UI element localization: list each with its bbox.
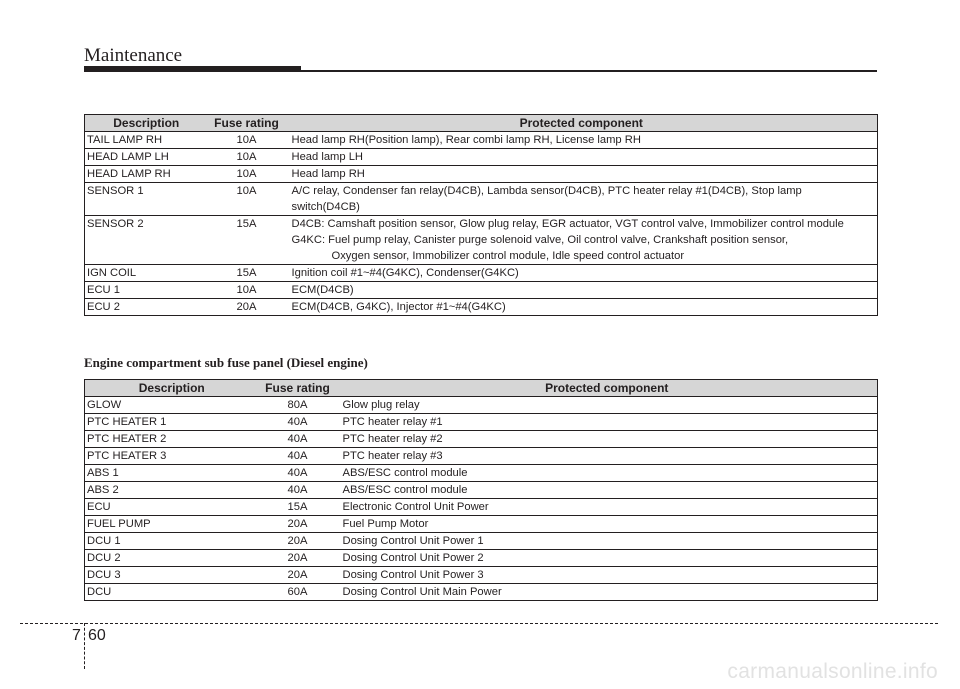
cell-protected-component: ABS/ESC control module xyxy=(337,465,878,482)
header-rule-thin xyxy=(300,70,877,72)
table-row xyxy=(85,299,878,316)
cell-protected-component xyxy=(286,265,878,282)
cell-protected-component xyxy=(286,299,878,316)
cell-description: ECU 2 xyxy=(85,299,208,316)
cell-fuse-rating: 10A xyxy=(208,149,286,166)
cell-fuse-rating: 40A xyxy=(259,465,337,482)
cell-description: PTC HEATER 3 xyxy=(85,448,259,465)
cell-protected-component: Dosing Control Unit Main Power xyxy=(337,584,878,601)
page-number: 60 xyxy=(88,627,106,644)
cell-protected-component: PTC heater relay #3 xyxy=(337,448,878,465)
cell-protected-component xyxy=(286,216,878,265)
cell-protected-component xyxy=(286,149,878,166)
cell-description: HEAD LAMP LH xyxy=(85,149,208,166)
cell-description: HEAD LAMP RH xyxy=(85,166,208,183)
cell-protected-component: PTC heater relay #2 xyxy=(337,431,878,448)
cell-fuse-rating: 40A xyxy=(259,414,337,431)
cell-fuse-rating: 40A xyxy=(259,482,337,499)
cell-protected-component: Fuel Pump Motor xyxy=(337,516,878,533)
table-row xyxy=(85,397,878,414)
column-header-protected-component: Protected component xyxy=(286,115,878,132)
protected-component-line: D4CB: Camshaft position sensor, Glow plug relay, EGR actuator, VGT control valve, Immobilizer control module xyxy=(291,218,844,230)
cell-fuse-rating: 80A xyxy=(259,397,337,414)
cell-fuse-rating: 15A xyxy=(259,499,337,516)
table-row xyxy=(85,166,878,183)
cell-fuse-rating: 10A xyxy=(208,282,286,299)
header-rule-thick xyxy=(84,66,301,72)
cell-fuse-rating: 20A xyxy=(259,567,337,584)
cell-fuse-rating: 40A xyxy=(259,431,337,448)
cell-protected-component: ABS/ESC control module xyxy=(337,482,878,499)
protected-component-line: switch(D4CB) xyxy=(291,201,360,213)
cell-description: SENSOR 1 xyxy=(85,183,208,216)
table-header-row xyxy=(85,380,878,397)
cell-fuse-rating: 15A xyxy=(208,216,286,265)
cell-fuse-rating: 15A xyxy=(208,265,286,282)
table-row xyxy=(85,282,878,299)
cell-description: ABS 1 xyxy=(85,465,259,482)
cell-description: GLOW xyxy=(85,397,259,414)
table-header-row xyxy=(85,115,878,132)
fuse-table-sub-panel xyxy=(84,379,878,601)
cell-description: DCU 2 xyxy=(85,550,259,567)
table-row xyxy=(85,584,878,601)
cell-protected-component xyxy=(286,282,878,299)
column-header-fuse-rating: Fuse rating xyxy=(259,380,337,397)
column-header-description: Description xyxy=(85,115,208,132)
table-row xyxy=(85,482,878,499)
protected-component-line: ECM(D4CB) xyxy=(291,284,354,296)
table-row xyxy=(85,431,878,448)
cell-protected-component xyxy=(286,166,878,183)
cell-description: SENSOR 2 xyxy=(85,216,208,265)
cell-protected-component xyxy=(286,183,878,216)
protected-component-line: Head lamp LH xyxy=(291,151,364,163)
footer-dashed-rule xyxy=(20,623,938,624)
footer-dashed-divider xyxy=(84,623,85,669)
cell-fuse-rating: 20A xyxy=(259,550,337,567)
cell-fuse-rating: 10A xyxy=(208,183,286,216)
table-row xyxy=(85,465,878,482)
protected-component-line: Ignition coil #1~#4(G4KC), Condenser(G4KC) xyxy=(291,267,519,279)
column-header-protected-component: Protected component xyxy=(337,380,878,397)
cell-description: DCU xyxy=(85,584,259,601)
cell-description: ABS 2 xyxy=(85,482,259,499)
cell-description: ECU 1 xyxy=(85,282,208,299)
table-row xyxy=(85,533,878,550)
cell-description: DCU 3 xyxy=(85,567,259,584)
table-row xyxy=(85,265,878,282)
table-row xyxy=(85,499,878,516)
fuse-table-main xyxy=(84,114,878,316)
table-row xyxy=(85,414,878,431)
table-row xyxy=(85,132,878,149)
table-row xyxy=(85,516,878,533)
cell-protected-component: Electronic Control Unit Power xyxy=(337,499,878,516)
cell-fuse-rating: 10A xyxy=(208,132,286,149)
cell-fuse-rating: 20A xyxy=(259,533,337,550)
cell-protected-component: Dosing Control Unit Power 1 xyxy=(337,533,878,550)
cell-description: DCU 1 xyxy=(85,533,259,550)
protected-component-line: Head lamp RH(Position lamp), Rear combi lamp RH, License lamp RH xyxy=(291,134,641,146)
table-row xyxy=(85,149,878,166)
cell-description: IGN COIL xyxy=(85,265,208,282)
protected-component-line: Head lamp RH xyxy=(291,168,365,180)
cell-description: FUEL PUMP xyxy=(85,516,259,533)
cell-fuse-rating: 60A xyxy=(259,584,337,601)
cell-description: PTC HEATER 2 xyxy=(85,431,259,448)
table-row xyxy=(85,550,878,567)
cell-description: TAIL LAMP RH xyxy=(85,132,208,149)
protected-component-line: A/C relay, Condenser fan relay(D4CB), Lambda sensor(D4CB), PTC heater relay #1(D4CB), Stop lamp xyxy=(291,185,802,197)
cell-fuse-rating: 20A xyxy=(208,299,286,316)
table-row xyxy=(85,183,878,216)
table-row xyxy=(85,216,878,265)
cell-fuse-rating: 40A xyxy=(259,448,337,465)
table-row xyxy=(85,448,878,465)
cell-fuse-rating: 10A xyxy=(208,166,286,183)
cell-description: PTC HEATER 1 xyxy=(85,414,259,431)
watermark: carmanualsonline.info xyxy=(727,660,938,683)
table-row xyxy=(85,567,878,584)
cell-protected-component: Dosing Control Unit Power 3 xyxy=(337,567,878,584)
cell-fuse-rating: 20A xyxy=(259,516,337,533)
cell-protected-component: Dosing Control Unit Power 2 xyxy=(337,550,878,567)
section-heading-sub-fuse-panel: Engine compartment sub fuse panel (Diesel engine) xyxy=(84,355,368,370)
page-header-title: Maintenance xyxy=(84,45,183,66)
cell-protected-component: Glow plug relay xyxy=(337,397,878,414)
protected-component-line: Oxygen sensor, Immobilizer control module, Idle speed control actuator xyxy=(331,250,685,262)
column-header-description: Description xyxy=(85,380,259,397)
chapter-number: 7 xyxy=(72,627,81,644)
protected-component-line: G4KC: Fuel pump relay, Canister purge solenoid valve, Oil control valve, Crankshaft position sensor, xyxy=(291,234,789,246)
cell-protected-component: PTC heater relay #1 xyxy=(337,414,878,431)
column-header-fuse-rating: Fuse rating xyxy=(208,115,286,132)
cell-description: ECU xyxy=(85,499,259,516)
protected-component-line: ECM(D4CB, G4KC), Injector #1~#4(G4KC) xyxy=(291,301,506,313)
cell-protected-component xyxy=(286,132,878,149)
